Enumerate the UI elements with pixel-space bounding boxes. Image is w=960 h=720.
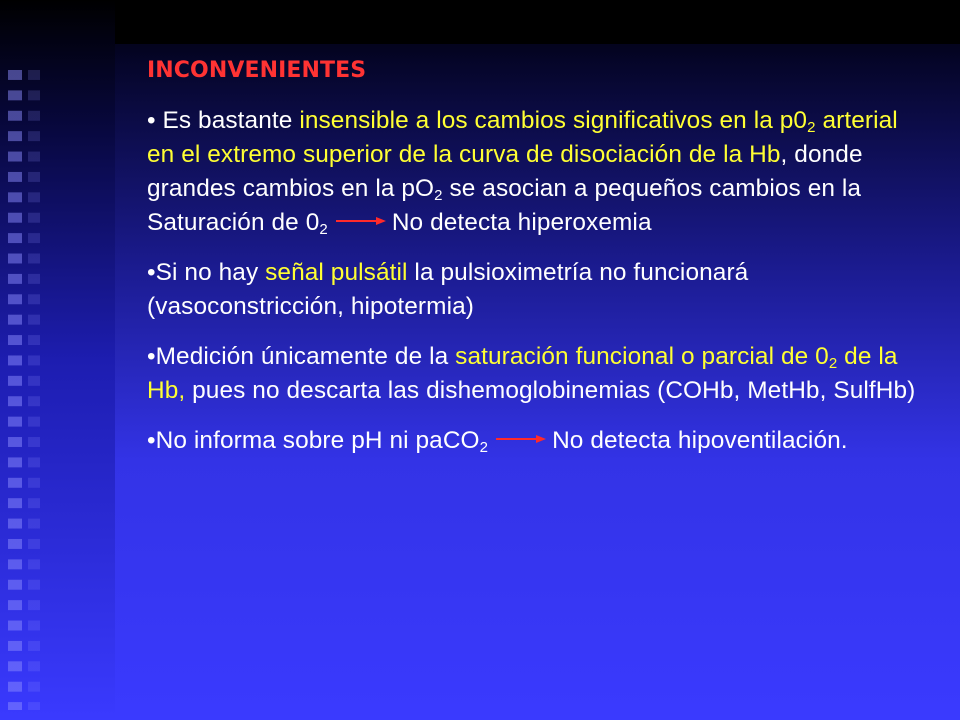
paragraph-functional-saturation [147,340,917,408]
subscript: 2 [807,119,816,136]
highlight-segment: insensible a los cambios significativos en la p0 [299,107,808,134]
highlight-segment: de la Hb, [147,343,898,404]
text-segment: •Medición únicamente de la [147,343,456,370]
highlight-segment: señal pulsátil [265,259,408,286]
square-pattern-column [8,70,22,710]
subscript: 2 [434,187,443,204]
slide-heading: INCONVENIENTES [147,58,367,83]
paragraph-pulsatile-signal [147,256,917,324]
right-arrow-icon [336,214,386,228]
text-segment: •Si no hay [147,259,266,286]
right-arrow-icon [496,432,546,446]
subscript: 2 [319,221,328,238]
left-decorative-band [0,0,115,720]
slide-content [147,54,917,474]
text-segment: la pulsioximetría no funcionará (vasoconstricción, hipotermia) [147,259,749,320]
text-segment: pues no descarta las dishemoglobinemias (COHb, MetHb, SulfHb) [185,377,916,404]
subscript: 2 [828,355,838,372]
text-segment: Es bastante [162,107,300,134]
highlight-segment: arterial en el extremo superior de la curva de disociación de la Hb [147,107,898,168]
highlight-segment: saturación funcional o parcial de 0 [455,343,829,370]
text-segment: No detecta hipoventilación. [552,427,848,454]
text-segment: •No informa sobre pH ni paCO [147,427,480,454]
subscript: 2 [479,439,489,456]
bullet: • [147,107,163,134]
top-dark-bar [115,0,960,44]
paragraph-insensitivity [147,104,917,240]
paragraph-ph-paco2 [147,424,917,458]
text-segment: No detecta hiperoxemia [391,209,652,236]
text-segment: se asocian a pequeños cambios en la Saturación de 0 [147,175,862,236]
text-segment: , donde grandes cambios en la pO [147,141,863,202]
square-pattern-column-faded [28,70,40,710]
